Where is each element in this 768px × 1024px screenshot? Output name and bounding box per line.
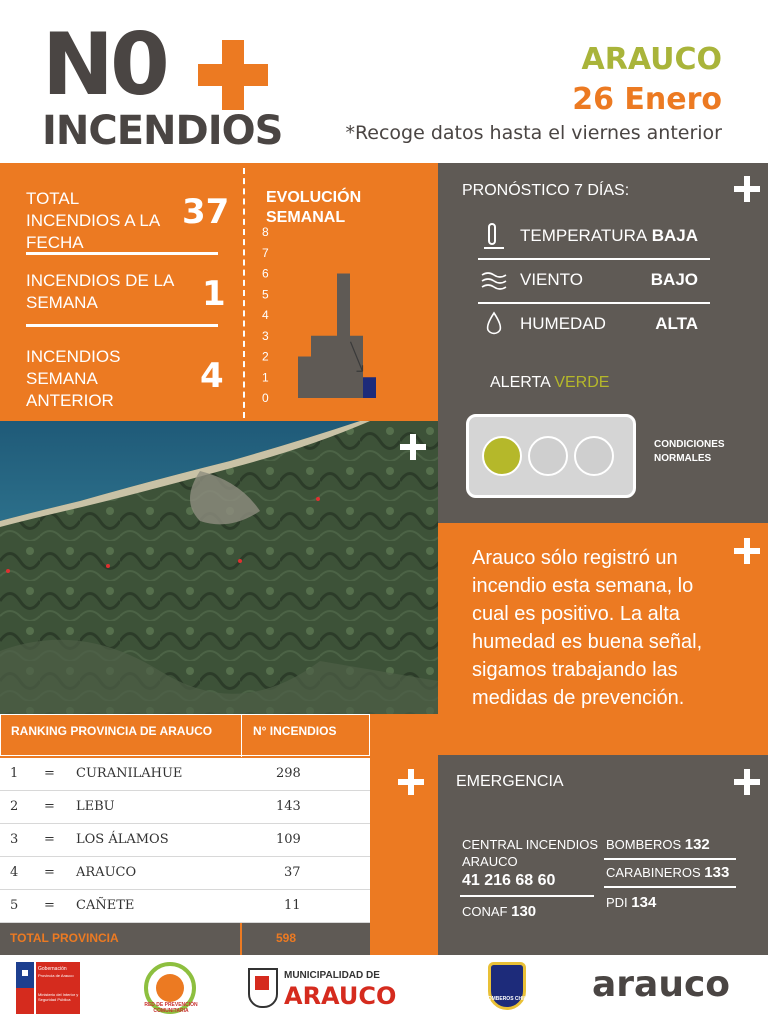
chart-bar [324,336,337,398]
carabineros-line [606,864,729,881]
rank-value: 298 [276,766,301,781]
plus-icon [398,769,424,795]
central-number: 41 216 68 60 [462,872,556,889]
map-image [0,421,438,714]
y-tick-label: 4 [262,308,269,322]
ranking-total-value: 598 [276,931,297,945]
bomberos-logo [484,962,530,1014]
pdi-number: 134 [631,894,657,911]
table-row [0,857,370,890]
bomberos-line [606,836,710,853]
forecast-row-temperature [478,214,710,260]
conaf-line [462,903,536,920]
prev-week-fires-value: 4 [200,356,224,396]
divider-line [604,858,736,860]
rank-name: LOS ÁLAMOS [76,832,169,847]
forecast-value: ALTA [655,314,698,333]
rank-trend: = [44,766,55,781]
alert-label [490,374,609,392]
logo-plus-icon [198,40,268,110]
plus-icon [734,176,760,202]
divider-line [460,895,594,897]
rank-position: 2 [10,799,19,814]
week-fires-value: 1 [202,274,226,314]
rank-name: CAÑETE [76,898,135,913]
forecast-row-humidity [478,302,710,346]
gob-line3: Ministerio del Interior y Seguridad Pública [38,992,79,1002]
gob-line1: Gobernación [38,966,67,972]
forecast-label: HUMEDAD [520,314,606,333]
dashed-divider [243,168,245,418]
drop-icon [480,310,508,338]
region-title: ARAUCO [581,42,722,77]
ranking-col-count: N° INCENDIOS [253,724,337,738]
rank-value: 143 [276,799,301,814]
ranking-total-row [0,923,240,955]
chart-bar [363,377,376,398]
forecast-label: TEMPERATURA [520,226,648,245]
rank-name: ARAUCO [76,865,137,880]
rank-trend: = [44,832,55,847]
rank-trend: = [44,799,55,814]
gobernacion-logo [16,962,80,1014]
forecast-value: BAJO [650,270,698,289]
y-tick-label: 6 [262,266,269,281]
y-tick-label: 5 [262,287,269,302]
divider-line [26,252,218,255]
light-red [574,436,614,476]
divider-line [26,324,218,327]
ranking-col-province: RANKING PROVINCIA DE ARAUCO [11,724,213,738]
bomberos-number: 132 [684,836,710,853]
pdi-line [606,894,656,911]
central-label: CENTRAL INCENDIOS ARAUCO [462,837,599,869]
plus-icon [734,769,760,795]
rank-value: 109 [276,832,301,847]
logo-incendios: INCENDIOS [42,108,283,154]
message-text: Arauco sólo registró un incendio esta semana, lo cual es positivo. La alta humedad es buena señal, sigamos trabajando las medidas de prevención. [472,547,703,709]
arauco-muni-text: ARAUCO [284,982,397,1010]
forecast-label: VIENTO [520,270,583,289]
chart-bar [337,274,350,399]
ranking-total-value-cell [242,923,370,955]
wind-icon [480,266,508,294]
alert-level: VERDE [554,374,610,391]
y-tick-label: 1 [262,370,269,385]
rank-name: LEBU [76,799,115,814]
rank-trend: = [44,865,55,880]
municipalidad-logo [248,962,397,1014]
y-tick-label: 3 [262,328,269,343]
forecast-row-wind [478,258,710,304]
forecast-title: PRONÓSTICO 7 DÍAS: [462,182,630,199]
chart-title: EVOLUCIÓN SEMANAL [266,189,362,226]
thermometer-icon [480,222,508,250]
total-fires-value: 37 [182,192,230,232]
rank-trend: = [44,898,55,913]
table-row [0,758,370,791]
table-row [0,791,370,824]
date-title: 26 Enero [572,82,722,117]
alert-prefix: ALERTA [490,374,555,391]
bomberos-label: BOMBEROS [606,837,682,852]
plus-icon [400,434,426,460]
light-yellow [528,436,568,476]
conaf-label: CONAF [462,904,508,919]
gob-line2: Provincia de Arauco [38,973,74,978]
conditions-text: CONDICIONES NORMALES [654,439,725,464]
y-tick-label: 7 [262,245,269,260]
week-fires-label: INCENDIOS DE LA SEMANA [26,271,174,312]
plus-icon [734,538,760,564]
traffic-light [466,414,636,498]
rank-value: 11 [284,898,301,913]
rank-position: 4 [10,865,19,880]
light-green [482,436,522,476]
rank-position: 5 [10,898,19,913]
chart-bar [311,336,324,398]
forecast-value: BAJA [651,226,698,245]
chart-bar [298,357,311,399]
weekly-evolution-chart [258,224,428,408]
municipalidad-text: MUNICIPALIDAD DE [284,970,380,981]
emergency-title: EMERGENCIA [456,773,564,790]
y-tick-label: 8 [262,225,269,239]
bomberos-text: BOMBEROS CHILE [484,996,530,1002]
y-tick-label: 0 [262,391,269,405]
logo-no: N0 [42,15,166,115]
carabineros-label: CARABINEROS [606,865,701,880]
ranking-header [0,714,370,756]
table-row [0,890,370,923]
data-note: *Recoge datos hasta el viernes anterior [345,122,722,144]
carabineros-number: 133 [704,864,730,881]
divider-line [604,886,736,888]
red-prevencion-text: RED DE PREVENCIÓN COMUNITARIA [144,1002,198,1014]
red-prevencion-logo [140,962,202,1014]
ranking-total-label: TOTAL PROVINCIA [10,931,119,945]
prev-week-fires-label: INCENDIOS SEMANA ANTERIOR [26,347,121,410]
rank-name: CURANILAHUE [76,766,183,781]
table-row [0,824,370,857]
rank-position: 1 [10,766,19,781]
total-fires-label: TOTAL INCENDIOS A LA FECHA [26,189,160,252]
conaf-number: 130 [511,903,537,920]
rank-position: 3 [10,832,19,847]
pdi-label: PDI [606,895,628,910]
satellite-map [0,421,438,714]
arauco-brand: arauco [592,964,731,1005]
rank-value: 37 [284,865,301,880]
y-tick-label: 2 [262,349,269,364]
